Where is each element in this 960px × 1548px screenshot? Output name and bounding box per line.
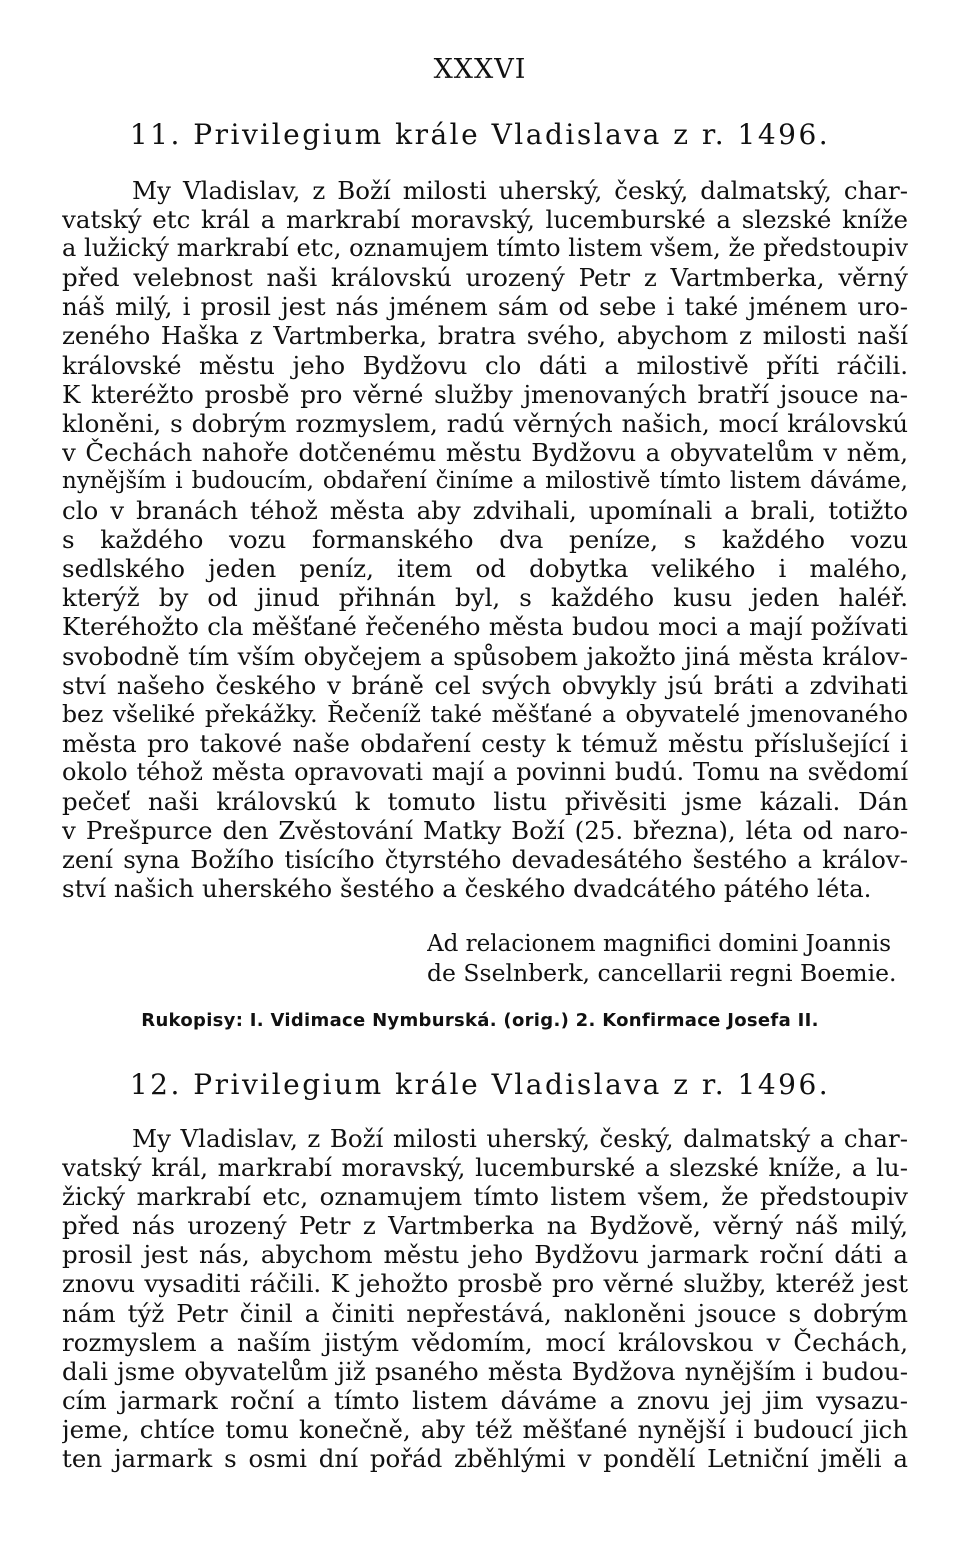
text-line: kterýž by od jinud přihnán byl, s každého kusu jeden haléř. bbox=[62, 583, 908, 613]
text-line: vatský etc král a markrabí moravský, lucemburské a slezské kníže bbox=[62, 205, 908, 235]
section-11-text bbox=[62, 176, 908, 903]
text-line: jeme, chtíce tomu konečně, aby též měšťané nynější i budoucí jich bbox=[62, 1414, 908, 1444]
text-line: náš milý, i prosil jest nás jménem sám od sebe i také jménem uro- bbox=[62, 292, 908, 322]
text-line: města pro takové naše obdaření cesty k témuž městu příslušející i bbox=[62, 728, 908, 758]
text-line: My Vladislav, z Boží milosti uherský, český, dalmatský a char- bbox=[132, 1124, 908, 1153]
text-line: prosil jest nás, abychom městu jeho Bydžovu jarmark roční dáti a bbox=[62, 1240, 908, 1270]
text-line: kloněni, s dobrým rozmyslem, radú věrných našich, mocí královskú bbox=[62, 408, 908, 438]
text-line: v Prešpurce den Zvěstování Matky Boží (25. března), léta od naro- bbox=[62, 816, 908, 846]
text-line: s každého vozu formanského dva peníze, s každého vozu bbox=[62, 525, 908, 555]
signature-block bbox=[427, 930, 897, 988]
text-line: pečeť naši královskú k tomuto listu přivěsiti jsme kázali. Dán bbox=[62, 786, 908, 816]
text-line: ství našeho českého v bráně cel svých obvykly jsú bráti a zdvihati bbox=[62, 670, 908, 700]
text-line: rozmyslem a naším jistým vědomím, mocí královskou v Čechách, bbox=[62, 1327, 908, 1357]
text-line: vatský král, markrabí moravský, lucemburské a slezské kníže, a lu- bbox=[62, 1153, 908, 1183]
page-number: XXXVI bbox=[433, 54, 527, 85]
text-line: ství našich uherského šestého a českého dvadcátého pátého léta. bbox=[62, 874, 872, 904]
text-line: cím jarmark roční a tímto listem dáváme a znovu jej jim vysazu- bbox=[62, 1385, 908, 1415]
text-line: v Čechách nahoře dotčenému městu Bydžovu a obyvatelům v něm, bbox=[62, 437, 908, 467]
text-line: královské městu jeho Bydžovu clo dáti a milostivě příti ráčili. bbox=[62, 350, 908, 380]
signature-line: de Sselnberk, cancellarii regni Boemie. bbox=[427, 959, 897, 988]
text-line: nynějším i budoucím, obdaření činíme a milostivě tímto listem dáváme, bbox=[62, 467, 908, 494]
section-11-heading: 11. Privilegium krále Vladislava z r. 1496. bbox=[129, 118, 831, 151]
text-line: zeného Haška z Vartmberka, bratra svého, abychom z milosti naší bbox=[62, 321, 908, 351]
text-line: ten jarmark s osmi dní pořád zběhlými v pondělí Letniční jměli a bbox=[62, 1444, 908, 1474]
text-line: Kteréhožto cla měšťané řečeného města budou moci a mají požívati bbox=[62, 612, 908, 642]
text-line: bez všeliké překážky. Řečeníž také měšťané a obyvatelé jmenovaného bbox=[62, 699, 908, 728]
sources-note: Rukopisy: I. Vidimace Nymburská. (orig.) 2. Konfirmace Josefa II. bbox=[141, 1010, 819, 1031]
text-line: zení syna Božího tisícího čtyrstého devadesátého šestého a králov- bbox=[62, 845, 908, 875]
section-12-heading: 12. Privilegium krále Vladislava z r. 1496. bbox=[129, 1068, 831, 1101]
text-line: My Vladislav, z Boží milosti uherský, český, dalmatský, char- bbox=[132, 176, 908, 205]
text-line: K kteréžto prosbě pro věrné služby jmenovaných bratří jsouce na- bbox=[62, 379, 908, 409]
text-line: sedlského jeden peníz, item od dobytka velikého i malého, bbox=[62, 554, 908, 584]
text-line: před nás urozený Petr z Vartmberka na Bydžově, věrný náš milý, bbox=[62, 1211, 908, 1241]
text-line: clo v branách téhož města aby zdvihali, upomínali a brali, totižto bbox=[62, 496, 908, 526]
text-line: okolo téhož města opravovati mají a povinni budú. Tomu na svědomí bbox=[62, 757, 908, 786]
signature-line: Ad relacionem magnifici domini Joannis bbox=[427, 931, 892, 957]
text-line: před velebnost naši královskú urozený Petr z Vartmberka, věrný bbox=[62, 263, 908, 293]
text-line: svobodně tím vším obyčejem a spůsobem jakožto jiná města králov- bbox=[62, 641, 908, 671]
text-line: dali jsme obyvatelům již psaného města Bydžova nynějším i budou- bbox=[62, 1356, 908, 1386]
section-12-text bbox=[62, 1124, 908, 1473]
text-line: a lužický markrabí etc, oznamujem tímto listem všem, že předstoupiv bbox=[62, 234, 908, 263]
text-line: žický markrabí etc, oznamujem tímto listem všem, že předstoupiv bbox=[62, 1182, 908, 1212]
text-line: nám týž Petr činil a činiti nepřestává, nakloněni jsouce s dobrým bbox=[62, 1298, 908, 1328]
text-line: znovu vysaditi ráčili. K jehožto prosbě pro věrné služby, kteréž jest bbox=[62, 1269, 908, 1299]
